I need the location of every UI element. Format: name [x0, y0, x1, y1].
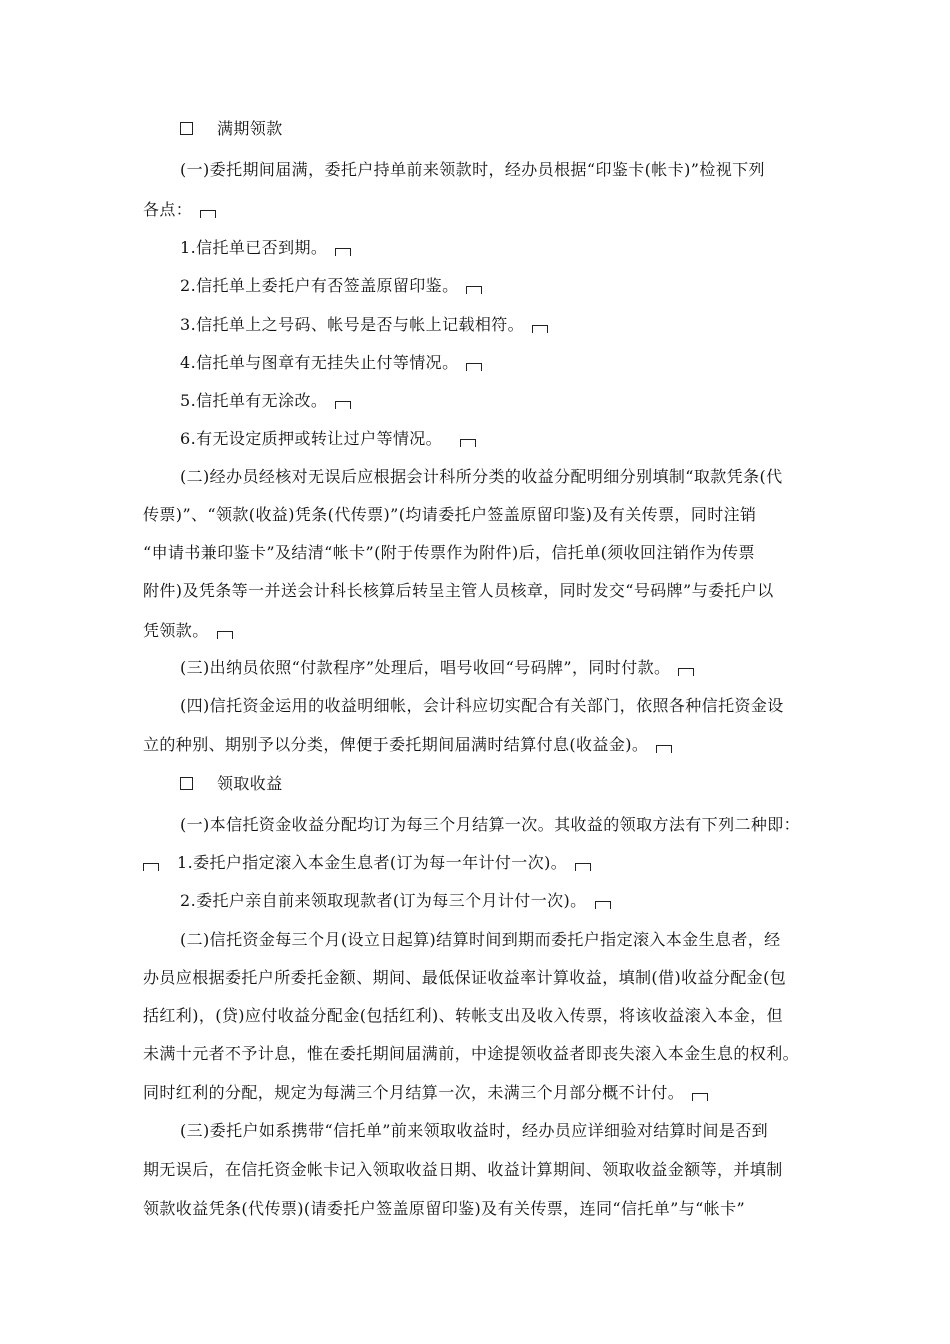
list-item: 6.有无设定质押或转让过户等情况。	[180, 429, 476, 449]
paragraph-mark-icon	[532, 325, 548, 333]
paragraph-mark-icon	[575, 863, 591, 871]
paragraph-line: (一)本信托资金收益分配均订为每三个月结算一次。其收益的领取方法有下列二种即：	[180, 815, 801, 834]
list-item: 1.委托户指定滚入本金生息者(订为每一年计付一次)。	[143, 853, 591, 873]
section-heading-income	[180, 774, 283, 794]
paragraph-line: (二)信托资金每三个月(设立日起算)结算时间到期而委托户指定滚入本金生息者，经	[180, 930, 781, 949]
list-item: 1.信托单已否到期。	[180, 238, 351, 258]
paragraph-line: 传票)”、“领款(收益)凭条(代传票)”(均请委托户签盖原留印鉴)及有关传票，同时注销	[143, 505, 757, 524]
list-item: 3.信托单上之号码、帐号是否与帐上记载相符。	[180, 315, 548, 335]
paragraph-line: (三)出纳员依照“付款程序”处理后，唱号收回“号码牌”，同时付款。	[180, 658, 694, 678]
paragraph-line: 领款收益凭条(代传票)(请委托户签盖原留印鉴)及有关传票，连同“信托单”与“帐卡”	[143, 1199, 746, 1218]
paragraph-line: 同时红利的分配，规定为每满三个月结算一次，未满三个月部分概不计付。	[143, 1083, 708, 1103]
paragraph-line: 各点：	[143, 200, 216, 220]
paragraph-line: 凭领款。	[143, 621, 233, 641]
paragraph-mark-icon	[678, 668, 694, 676]
list-item: 2.信托单上委托户有否签盖原留印鉴。	[180, 276, 482, 296]
paragraph-line: 括红利)，(贷)应付收益分配金(包括红利)、转帐支出及收入传票，将该收益滚入本金，但	[143, 1006, 784, 1025]
paragraph-line: (一)委托期间届满，委托户持单前来领款时，经办员根据“印鉴卡(帐卡)”检视下列	[180, 160, 765, 179]
heading-text: 领取收益	[217, 774, 283, 793]
heading-text: 满期领款	[217, 119, 283, 138]
section-heading-maturity	[180, 119, 283, 139]
paragraph-line: 立的种别、期别予以分类，俾便于委托期间届满时结算付息(收益金)。	[143, 735, 672, 755]
list-item: 2.委托户亲自前来领取现款者(订为每三个月计付一次)。	[180, 891, 611, 911]
paragraph-line: 未满十元者不予计息，惟在委托期间届满前，中途提领收益者即丧失滚入本金生息的权利。	[143, 1044, 800, 1063]
paragraph-mark-icon	[217, 631, 233, 639]
paragraph-line: 期无误后，在信托资金帐卡记入领取收益日期、收益计算期间、领取收益金额等，并填制	[143, 1160, 783, 1179]
paragraph-mark-icon	[335, 401, 351, 409]
checkbox-square-icon	[180, 777, 193, 790]
list-item: 4.信托单与图章有无挂失止付等情况。	[180, 353, 482, 373]
paragraph-line: (四)信托资金运用的收益明细帐，会计科应切实配合有关部门，依照各种信托资金设	[180, 696, 784, 715]
paragraph-line: “申请书兼印鉴卡”及结清“帐卡”(附于传票作为附件)后，信托单(须收回注销作为传票	[143, 543, 755, 562]
paragraph-mark-icon	[466, 363, 482, 371]
paragraph-line: 附件)及凭条等一并送会计科长核算后转呈主管人员核章，同时发交“号码牌”与委托户以	[143, 581, 774, 600]
paragraph-mark-icon	[692, 1093, 708, 1101]
paragraph-mark-icon	[200, 210, 216, 218]
paragraph-mark-icon	[460, 439, 476, 447]
paragraph-mark-icon	[466, 286, 482, 294]
paragraph-line: (三)委托户如系携带“信托单”前来领取收益时，经办员应详细验对结算时间是否到	[180, 1121, 769, 1140]
paragraph-mark-icon	[335, 248, 351, 256]
list-item: 5.信托单有无涂改。	[180, 391, 351, 411]
paragraph-line: (二)经办员经核对无误后应根据会计科所分类的收益分配明细分别填制“取款凭条(代	[180, 467, 783, 486]
paragraph-mark-icon	[595, 901, 611, 909]
paragraph-line: 办员应根据委托户所委托金额、期间、最低保证收益率计算收益，填制(借)收益分配金(包	[143, 968, 787, 987]
checkbox-square-icon	[180, 122, 193, 135]
paragraph-mark-icon	[143, 863, 159, 871]
paragraph-mark-icon	[656, 745, 672, 753]
